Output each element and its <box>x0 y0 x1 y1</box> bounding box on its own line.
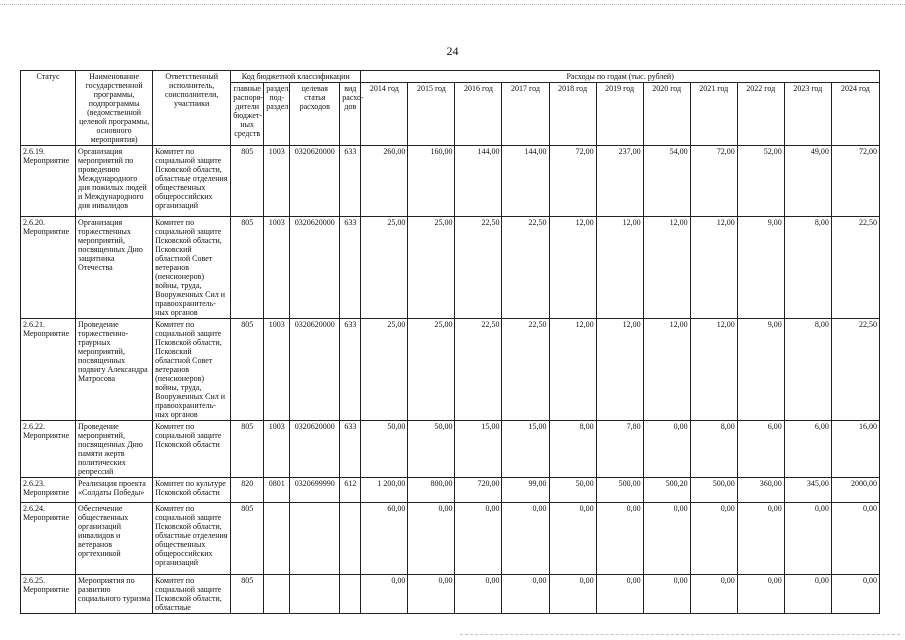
cell-value: 22,50 <box>502 319 549 421</box>
cell-value: 12,00 <box>596 319 643 421</box>
cell-value: 25,00 <box>361 217 408 319</box>
table-header <box>21 71 880 146</box>
cell-value: 50,00 <box>549 478 596 503</box>
cell-value: 0,00 <box>690 575 737 614</box>
cell-executor: Комитет по социальной защите Псковской области, областные отделения общественных общероссийских организаций <box>153 503 231 575</box>
cell-value: 0,00 <box>831 503 879 575</box>
cell-value: 2000,00 <box>831 478 879 503</box>
cell-value: 15,00 <box>502 421 549 478</box>
cell-value: 0,00 <box>549 503 596 575</box>
table-row <box>21 575 880 614</box>
cell-value: 15,00 <box>455 421 502 478</box>
cell-value: 99,00 <box>502 478 549 503</box>
cell-rzpr <box>264 575 290 614</box>
header-year: 2019 год <box>596 83 643 146</box>
cell-value: 0,00 <box>596 503 643 575</box>
cell-value: 260,00 <box>361 146 408 217</box>
cell-rzpr: 1003 <box>264 217 290 319</box>
cell-value: 72,00 <box>831 146 879 217</box>
header-year: 2014 год <box>361 83 408 146</box>
cell-grbs: 805 <box>231 319 264 421</box>
cell-vr <box>340 575 361 614</box>
cell-name: Проведение мероприятий, посвященных Дню памяти жертв политических репрессий <box>76 421 153 478</box>
cell-value: 12,00 <box>643 319 690 421</box>
cell-name: Организация торжественных мероприятий, посвященных Дню защитника Отечества <box>76 217 153 319</box>
header-name: Наименование государственной программы, подпрограммы (ведомственной целевой программы, основного мероприятия) <box>76 71 153 146</box>
cell-value: 8,00 <box>549 421 596 478</box>
table-row <box>21 319 880 421</box>
cell-value: 22,50 <box>831 319 879 421</box>
header-year: 2015 год <box>408 83 455 146</box>
cell-value: 49,00 <box>784 146 831 217</box>
cell-value: 50,00 <box>361 421 408 478</box>
cell-value: 8,00 <box>690 421 737 478</box>
header-expenses: Расходы по годам (тыс. рублей) <box>361 71 880 83</box>
cell-value: 7,80 <box>596 421 643 478</box>
header-code-csr: целевая статья расходов <box>290 83 340 146</box>
cell-value: 12,00 <box>596 217 643 319</box>
header-year: 2018 год <box>549 83 596 146</box>
cell-executor: Комитет по социальной защите Псковской области, Псковский областной Совет ветеранов (пенсионеров) войны, труда, Вооруженных Сил и правоохранитель-ных органов <box>153 319 231 421</box>
cell-name: Организация мероприятий по проведению Международного дня пожилых людей и Международного дня инвалидов <box>76 146 153 217</box>
cell-value: 50,00 <box>408 421 455 478</box>
cell-grbs: 805 <box>231 503 264 575</box>
cell-value: 25,00 <box>408 319 455 421</box>
cell-vr: 633 <box>340 319 361 421</box>
header-status: Статус <box>21 71 76 146</box>
cell-executor: Комитет по культуре Псковской области <box>153 478 231 503</box>
cell-value: 72,00 <box>549 146 596 217</box>
cell-value: 500,00 <box>690 478 737 503</box>
cell-status: 2.6.23. Мероприятие <box>21 478 76 503</box>
scan-edge-bottom <box>460 634 900 635</box>
cell-value: 22,50 <box>455 319 502 421</box>
cell-csr: 0320620000 <box>290 146 340 217</box>
table-row <box>21 217 880 319</box>
cell-name: Проведение торжественно-траурных мероприятий, посвященных подвигу Александра Матросова <box>76 319 153 421</box>
cell-value: 0,00 <box>737 575 784 614</box>
cell-value: 144,00 <box>455 146 502 217</box>
header-code-vr: вид расхо-дов <box>340 83 361 146</box>
header-executor: Ответственный исполнитель, соисполнители, участники <box>153 71 231 146</box>
header-year: 2024 год <box>831 83 879 146</box>
cell-value: 1 200,00 <box>361 478 408 503</box>
header-year: 2016 год <box>455 83 502 146</box>
cell-value: 6,00 <box>737 421 784 478</box>
cell-status: 2.6.25. Мероприятие <box>21 575 76 614</box>
scan-edge-top <box>0 4 905 5</box>
cell-value: 22,50 <box>502 217 549 319</box>
cell-vr: 633 <box>340 217 361 319</box>
cell-value: 0,00 <box>690 503 737 575</box>
cell-csr <box>290 503 340 575</box>
cell-value: 500,00 <box>596 478 643 503</box>
cell-executor: Комитет по социальной защите Псковской области, областные <box>153 575 231 614</box>
header-code-grbs: главные распоря-дители бюджет-ных средств <box>231 83 264 146</box>
header-year: 2022 год <box>737 83 784 146</box>
cell-value: 8,00 <box>784 217 831 319</box>
cell-value: 12,00 <box>643 217 690 319</box>
cell-value: 0,00 <box>784 503 831 575</box>
cell-csr: 0320699990 <box>290 478 340 503</box>
cell-value: 360,00 <box>737 478 784 503</box>
header-budget-code: Код бюджетной классификации <box>231 71 361 83</box>
cell-grbs: 805 <box>231 217 264 319</box>
cell-rzpr: 0801 <box>264 478 290 503</box>
cell-value: 60,00 <box>361 503 408 575</box>
cell-value: 12,00 <box>690 319 737 421</box>
cell-value: 72,00 <box>690 146 737 217</box>
cell-status: 2.6.19. Мероприятие <box>21 146 76 217</box>
page-number: 24 <box>446 44 459 58</box>
cell-status: 2.6.21. Мероприятие <box>21 319 76 421</box>
cell-value: 25,00 <box>408 217 455 319</box>
cell-value: 0,00 <box>643 503 690 575</box>
cell-value: 25,00 <box>361 319 408 421</box>
cell-value: 0,00 <box>408 503 455 575</box>
cell-rzpr: 1003 <box>264 319 290 421</box>
cell-value: 144,00 <box>502 146 549 217</box>
cell-value: 0,00 <box>596 575 643 614</box>
cell-value: 0,00 <box>502 503 549 575</box>
cell-value: 800,00 <box>408 478 455 503</box>
header-year: 2020 год <box>643 83 690 146</box>
cell-executor: Комитет по социальной защите Псковской области <box>153 421 231 478</box>
table-row <box>21 478 880 503</box>
table-row <box>21 503 880 575</box>
cell-grbs: 805 <box>231 421 264 478</box>
header-code-rzpr: раздел, под-раздел <box>264 83 290 146</box>
cell-value: 12,00 <box>549 319 596 421</box>
cell-csr: 0320620000 <box>290 421 340 478</box>
cell-grbs: 820 <box>231 478 264 503</box>
cell-status: 2.6.20. Мероприятие <box>21 217 76 319</box>
cell-value: 0,00 <box>455 503 502 575</box>
cell-value: 720,00 <box>455 478 502 503</box>
cell-value: 345,00 <box>784 478 831 503</box>
cell-value: 0,00 <box>408 575 455 614</box>
cell-grbs: 805 <box>231 575 264 614</box>
header-year: 2023 год <box>784 83 831 146</box>
cell-value: 6,00 <box>784 421 831 478</box>
cell-value: 0,00 <box>643 575 690 614</box>
cell-rzpr: 1003 <box>264 146 290 217</box>
cell-grbs: 805 <box>231 146 264 217</box>
cell-value: 500,20 <box>643 478 690 503</box>
table-row <box>21 146 880 217</box>
cell-executor: Комитет по социальной защите Псковской области, Псковский областной Совет ветеранов (пенсионеров) войны, труда, Вооруженных Сил и правоохранитель-ных органов <box>153 217 231 319</box>
cell-vr: 612 <box>340 478 361 503</box>
cell-value: 9,00 <box>737 217 784 319</box>
cell-value: 0,00 <box>549 575 596 614</box>
cell-value: 12,00 <box>690 217 737 319</box>
cell-rzpr <box>264 503 290 575</box>
cell-value: 9,00 <box>737 319 784 421</box>
cell-value: 0,00 <box>784 575 831 614</box>
cell-value: 160,00 <box>408 146 455 217</box>
cell-value: 22,50 <box>455 217 502 319</box>
cell-name: Реализация проекта «Солдаты Победы» <box>76 478 153 503</box>
cell-vr <box>340 503 361 575</box>
cell-rzpr: 1003 <box>264 421 290 478</box>
cell-value: 8,00 <box>784 319 831 421</box>
cell-value: 0,00 <box>737 503 784 575</box>
cell-value: 0,00 <box>455 575 502 614</box>
cell-csr: 0320620000 <box>290 319 340 421</box>
cell-value: 0,00 <box>502 575 549 614</box>
header-year: 2017 год <box>502 83 549 146</box>
cell-value: 16,00 <box>831 421 879 478</box>
cell-value: 52,00 <box>737 146 784 217</box>
cell-name: Мероприятия по развитию социального туризма <box>76 575 153 614</box>
cell-status: 2.6.22. Мероприятие <box>21 421 76 478</box>
budget-table <box>20 70 880 614</box>
cell-value: 237,00 <box>596 146 643 217</box>
cell-value: 0,00 <box>643 421 690 478</box>
table-row <box>21 421 880 478</box>
cell-value: 0,00 <box>831 575 879 614</box>
cell-name: Обеспечение общественных организаций инвалидов и ветеранов оргтехникой <box>76 503 153 575</box>
cell-csr <box>290 575 340 614</box>
cell-value: 0,00 <box>361 575 408 614</box>
header-year: 2021 год <box>690 83 737 146</box>
cell-value: 54,00 <box>643 146 690 217</box>
cell-vr: 633 <box>340 146 361 217</box>
cell-executor: Комитет по социальной защите Псковской области, областные отделения общественных общероссийских организаций <box>153 146 231 217</box>
cell-value: 22,50 <box>831 217 879 319</box>
cell-csr: 0320620000 <box>290 217 340 319</box>
cell-status: 2.6.24. Мероприятие <box>21 503 76 575</box>
cell-value: 12,00 <box>549 217 596 319</box>
cell-vr: 633 <box>340 421 361 478</box>
